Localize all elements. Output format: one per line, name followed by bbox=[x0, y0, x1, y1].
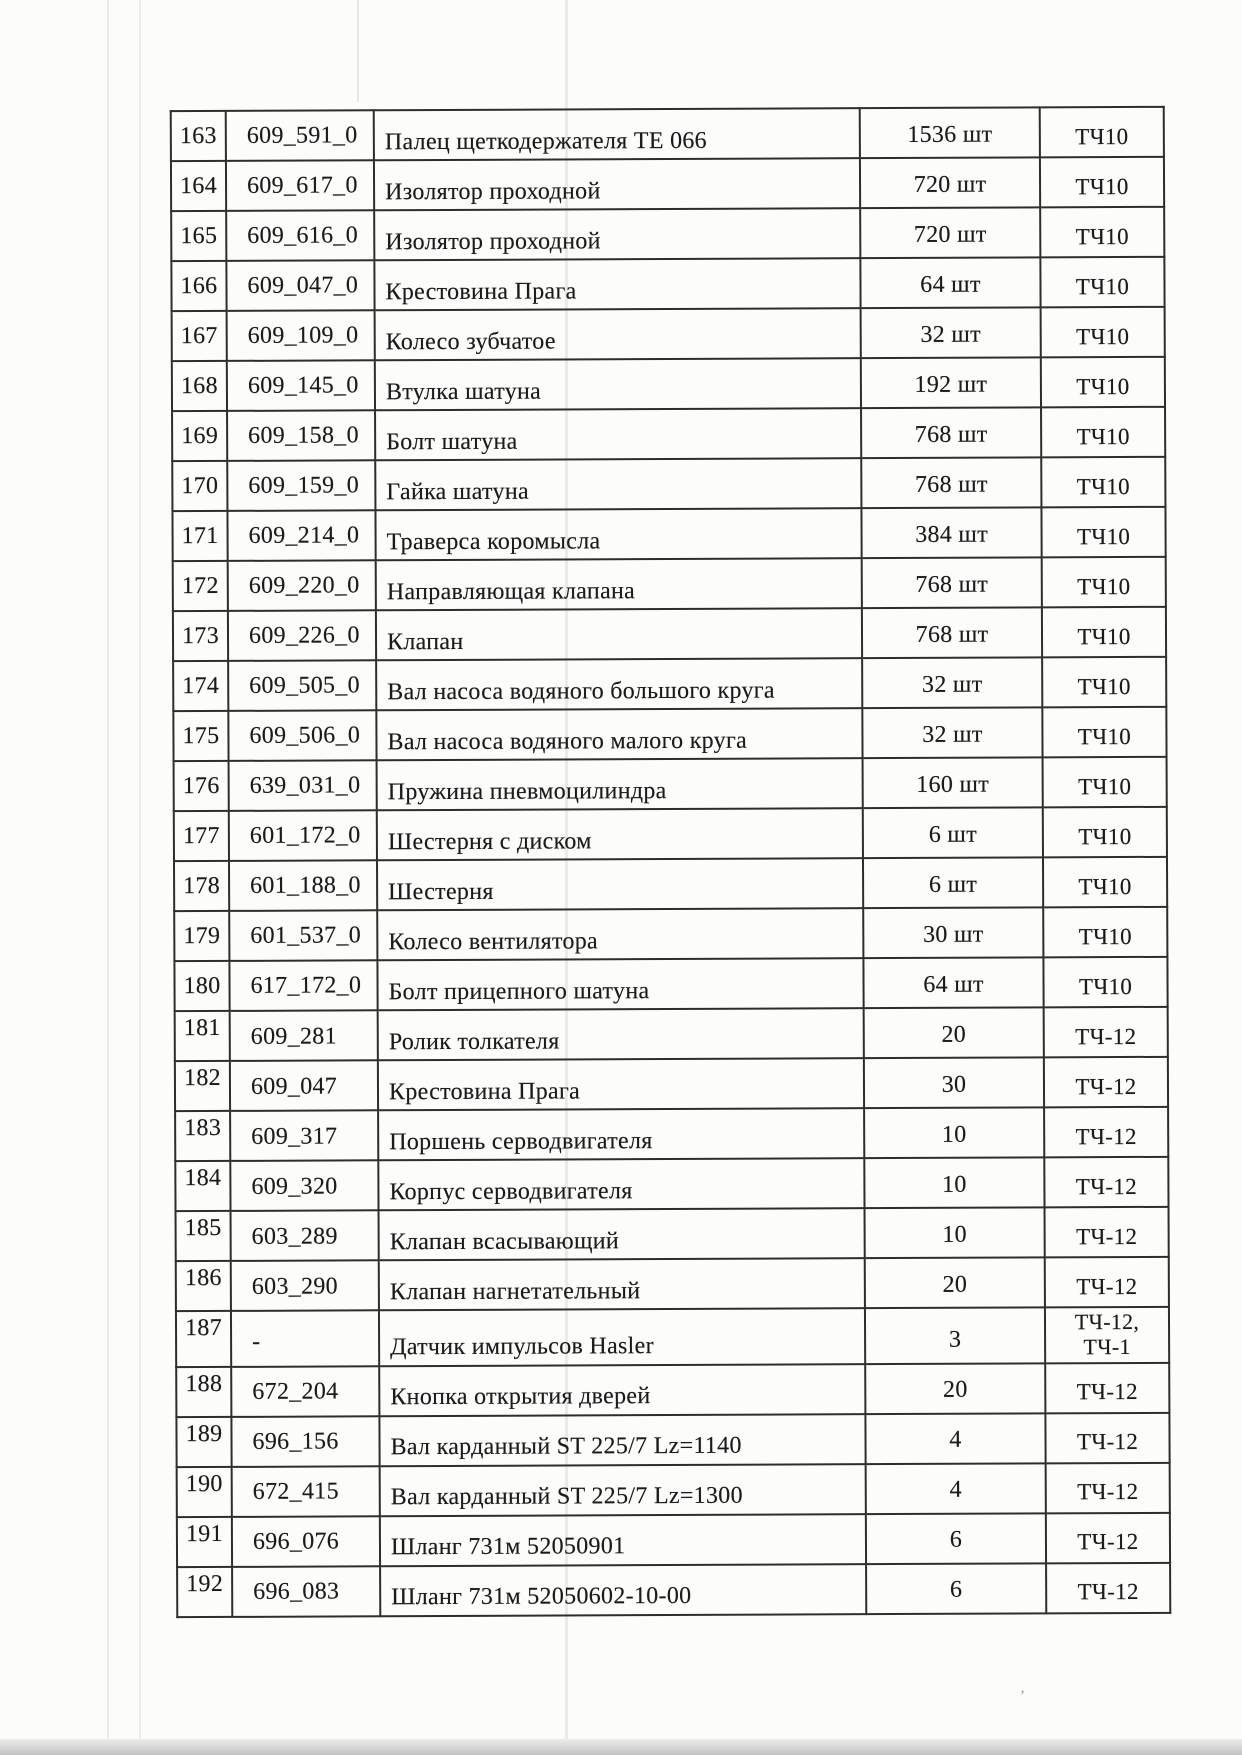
part-name-cell: Клапан всасывающий bbox=[379, 1208, 865, 1260]
table-row bbox=[174, 857, 1167, 911]
depot-cell: ТЧ10 bbox=[1042, 707, 1166, 758]
row-number-cell: 176 bbox=[174, 761, 229, 811]
row-number-cell: 187 bbox=[176, 1311, 231, 1367]
part-code-cell: 639_031_0 bbox=[229, 760, 377, 811]
part-name-cell: Шестерня с диском bbox=[377, 808, 863, 860]
quantity-cell: 384 шт bbox=[861, 507, 1041, 558]
row-number-cell: 173 bbox=[173, 611, 228, 661]
row-number-cell: 192 bbox=[177, 1567, 232, 1617]
spare-parts-table bbox=[170, 106, 1172, 1618]
part-name-cell: Колесо зубчатое bbox=[375, 308, 861, 360]
row-number-cell: 180 bbox=[174, 961, 229, 1011]
table-row bbox=[177, 1462, 1170, 1516]
part-code-cell: 603_290 bbox=[231, 1260, 379, 1311]
quantity-cell: 20 bbox=[865, 1363, 1045, 1414]
quantity-cell: 768 шт bbox=[861, 407, 1041, 458]
quantity-cell: 720 шт bbox=[860, 157, 1040, 208]
row-number-cell: 186 bbox=[176, 1261, 231, 1311]
part-code-cell: 609_220_0 bbox=[228, 560, 376, 611]
depot-cell: ТЧ10 bbox=[1041, 407, 1165, 458]
row-number-cell: 188 bbox=[176, 1367, 231, 1417]
row-number-cell: 165 bbox=[171, 211, 226, 261]
part-code-cell: 672_204 bbox=[231, 1366, 379, 1417]
part-name-cell: Клапан bbox=[376, 608, 862, 660]
part-code-cell: 609_047 bbox=[230, 1060, 378, 1111]
part-name-cell: Вал насоса водяного большого круга bbox=[376, 658, 862, 710]
depot-cell: ТЧ-12 bbox=[1046, 1562, 1170, 1613]
quantity-cell: 3 bbox=[865, 1307, 1045, 1363]
part-code-cell: 609_109_0 bbox=[227, 310, 375, 361]
depot-cell: ТЧ10 bbox=[1043, 807, 1167, 858]
part-code-cell: 601_188_0 bbox=[229, 860, 377, 911]
table-row bbox=[172, 357, 1165, 411]
row-number-cell: 164 bbox=[171, 161, 226, 211]
depot-cell: ТЧ10 bbox=[1043, 757, 1167, 808]
quantity-cell: 4 bbox=[865, 1413, 1045, 1464]
quantity-cell: 10 bbox=[864, 1107, 1044, 1158]
row-number-cell: 171 bbox=[172, 511, 227, 561]
quantity-cell: 10 bbox=[865, 1207, 1045, 1258]
row-number-cell: 183 bbox=[175, 1111, 230, 1161]
quantity-cell: 160 шт bbox=[863, 757, 1043, 808]
part-code-cell: 672_415 bbox=[232, 1466, 380, 1517]
table-row bbox=[177, 1512, 1170, 1566]
quantity-cell: 30 шт bbox=[863, 907, 1043, 958]
quantity-cell: 6 шт bbox=[863, 807, 1043, 858]
table-row bbox=[175, 1057, 1168, 1111]
row-number-cell: 163 bbox=[171, 111, 226, 161]
part-name-cell: Пружина пневмоцилиндра bbox=[377, 758, 863, 810]
scan-artifact-line bbox=[357, 0, 359, 102]
depot-cell: ТЧ10 bbox=[1040, 157, 1164, 208]
depot-cell: ТЧ10 bbox=[1043, 957, 1167, 1008]
part-name-cell: Крестовина Прага bbox=[378, 1058, 864, 1110]
part-name-cell: Траверса коромысла bbox=[375, 508, 861, 560]
quantity-cell: 768 шт bbox=[862, 607, 1042, 658]
part-code-cell: 609_317 bbox=[230, 1110, 378, 1161]
quantity-cell: 6 bbox=[866, 1563, 1046, 1614]
depot-cell: ТЧ-12 bbox=[1046, 1512, 1170, 1563]
table-row bbox=[176, 1307, 1169, 1367]
depot-cell: ТЧ10 bbox=[1041, 457, 1165, 508]
depot-cell: ТЧ10 bbox=[1040, 107, 1164, 158]
table-row bbox=[171, 107, 1164, 161]
table-row bbox=[171, 257, 1164, 311]
row-number-cell: 168 bbox=[172, 361, 227, 411]
part-name-cell: Болт прицепного шатуна bbox=[377, 958, 863, 1010]
table-row bbox=[176, 1412, 1169, 1466]
part-name-cell: Шланг 731м 52050901 bbox=[380, 1514, 866, 1566]
depot-cell: ТЧ10 bbox=[1041, 357, 1165, 408]
part-code-cell: 609_591_0 bbox=[226, 110, 374, 161]
quantity-cell: 10 bbox=[864, 1157, 1044, 1208]
part-code-cell: 609_214_0 bbox=[227, 510, 375, 561]
table-row bbox=[174, 757, 1167, 811]
depot-cell: ТЧ-12 bbox=[1044, 1057, 1168, 1108]
part-code-cell: 609_320 bbox=[230, 1160, 378, 1211]
depot-cell: ТЧ10 bbox=[1040, 207, 1164, 258]
quantity-cell: 32 шт bbox=[861, 307, 1041, 358]
part-code-cell: 601_172_0 bbox=[229, 810, 377, 861]
row-number-cell: 167 bbox=[172, 311, 227, 361]
part-name-cell: Крестовина Прага bbox=[374, 258, 860, 310]
part-name-cell: Корпус серводвигателя bbox=[378, 1158, 864, 1210]
part-code-cell: 696_156 bbox=[231, 1416, 379, 1467]
part-code-cell: 609_158_0 bbox=[227, 410, 375, 461]
depot-cell: ТЧ10 bbox=[1042, 607, 1166, 658]
part-name-cell: Изолятор проходной bbox=[374, 158, 860, 210]
part-code-cell: 603_289 bbox=[231, 1210, 379, 1261]
part-name-cell: Направляющая клапана bbox=[376, 558, 862, 610]
quantity-cell: 32 шт bbox=[862, 707, 1042, 758]
part-name-cell: Колесо вентилятора bbox=[377, 908, 863, 960]
table-row bbox=[171, 207, 1164, 261]
depot-cell: ТЧ-12, ТЧ-1 bbox=[1045, 1307, 1169, 1363]
table-row bbox=[172, 307, 1165, 361]
depot-cell: ТЧ10 bbox=[1043, 857, 1167, 908]
table-row bbox=[171, 157, 1164, 211]
quantity-cell: 768 шт bbox=[862, 557, 1042, 608]
depot-cell: ТЧ-12 bbox=[1045, 1412, 1169, 1463]
row-number-cell: 184 bbox=[175, 1161, 230, 1211]
table-row bbox=[174, 957, 1167, 1011]
part-name-cell: Палец щеткодержателя ТЕ 066 bbox=[374, 108, 860, 160]
table-row bbox=[172, 507, 1165, 561]
row-number-cell: 166 bbox=[171, 261, 226, 311]
part-code-cell: - bbox=[231, 1310, 379, 1366]
table-row bbox=[173, 707, 1166, 761]
depot-cell: ТЧ-12 bbox=[1045, 1362, 1169, 1413]
row-number-cell: 177 bbox=[174, 811, 229, 861]
depot-cell: ТЧ10 bbox=[1040, 257, 1164, 308]
depot-cell: ТЧ10 bbox=[1043, 907, 1167, 958]
part-name-cell: Датчик импульсов Hasler bbox=[379, 1308, 865, 1366]
row-number-cell: 179 bbox=[174, 911, 229, 961]
part-name-cell: Поршень серводвигателя bbox=[378, 1108, 864, 1160]
part-name-cell: Шестерня bbox=[377, 858, 863, 910]
row-number-cell: 178 bbox=[174, 861, 229, 911]
quantity-cell: 20 bbox=[864, 1007, 1044, 1058]
parts-table-body bbox=[171, 107, 1171, 1617]
depot-cell: ТЧ10 bbox=[1042, 557, 1166, 608]
part-code-cell: 617_172_0 bbox=[229, 960, 377, 1011]
scan-artifact-line bbox=[139, 0, 141, 1755]
depot-cell: ТЧ10 bbox=[1041, 507, 1165, 558]
part-name-cell: Клапан нагнетательный bbox=[379, 1258, 865, 1310]
quantity-cell: 64 шт bbox=[863, 957, 1043, 1008]
part-code-cell: 609_505_0 bbox=[228, 660, 376, 711]
quantity-cell: 6 шт bbox=[863, 857, 1043, 908]
part-code-cell: 609_616_0 bbox=[226, 210, 374, 261]
row-number-cell: 170 bbox=[172, 461, 227, 511]
table-row bbox=[173, 557, 1166, 611]
table-row bbox=[174, 907, 1167, 961]
part-code-cell: 696_083 bbox=[232, 1566, 380, 1617]
part-code-cell: 601_537_0 bbox=[229, 910, 377, 961]
part-name-cell: Шланг 731м 52050602-10-00 bbox=[380, 1564, 866, 1616]
row-number-cell: 189 bbox=[176, 1417, 231, 1467]
part-code-cell: 609_281 bbox=[230, 1010, 378, 1061]
part-code-cell: 609_617_0 bbox=[226, 160, 374, 211]
row-number-cell: 181 bbox=[175, 1011, 230, 1061]
row-number-cell: 185 bbox=[176, 1211, 231, 1261]
part-code-cell: 609_145_0 bbox=[227, 360, 375, 411]
row-number-cell: 190 bbox=[177, 1467, 232, 1517]
part-name-cell: Кнопка открытия дверей bbox=[379, 1364, 865, 1416]
table-row bbox=[176, 1257, 1169, 1311]
scan-speck: ’ bbox=[1020, 1688, 1025, 1704]
part-name-cell: Ролик толкателя bbox=[378, 1008, 864, 1060]
part-code-cell: 609_226_0 bbox=[228, 610, 376, 661]
depot-cell: ТЧ-12 bbox=[1045, 1257, 1169, 1308]
table-row bbox=[173, 607, 1166, 661]
row-number-cell: 169 bbox=[172, 411, 227, 461]
scan-edge-shadow bbox=[0, 1739, 1242, 1755]
row-number-cell: 175 bbox=[173, 711, 228, 761]
table-row bbox=[177, 1562, 1170, 1616]
depot-cell: ТЧ-12 bbox=[1044, 1107, 1168, 1158]
part-name-cell: Гайка шатуна bbox=[375, 458, 861, 510]
quantity-cell: 6 bbox=[866, 1513, 1046, 1564]
depot-cell: ТЧ-12 bbox=[1045, 1207, 1169, 1258]
quantity-cell: 64 шт bbox=[860, 257, 1040, 308]
table-row bbox=[172, 407, 1165, 461]
quantity-cell: 192 шт bbox=[861, 357, 1041, 408]
part-name-cell: Болт шатуна bbox=[375, 408, 861, 460]
scan-artifact-line bbox=[107, 0, 109, 1755]
row-number-cell: 182 bbox=[175, 1061, 230, 1111]
part-name-cell: Втулка шатуна bbox=[375, 358, 861, 410]
part-code-cell: 696_076 bbox=[232, 1516, 380, 1567]
part-code-cell: 609_159_0 bbox=[227, 460, 375, 511]
row-number-cell: 174 bbox=[173, 661, 228, 711]
table-row bbox=[174, 807, 1167, 861]
table-row bbox=[175, 1007, 1168, 1061]
table-row bbox=[176, 1207, 1169, 1261]
quantity-cell: 30 bbox=[864, 1057, 1044, 1108]
quantity-cell: 768 шт bbox=[861, 457, 1041, 508]
table-row bbox=[176, 1362, 1169, 1416]
depot-cell: ТЧ-12 bbox=[1046, 1462, 1170, 1513]
table-row bbox=[172, 457, 1165, 511]
table-row bbox=[175, 1157, 1168, 1211]
part-code-cell: 609_047_0 bbox=[226, 260, 374, 311]
quantity-cell: 720 шт bbox=[860, 207, 1040, 258]
row-number-cell: 191 bbox=[177, 1517, 232, 1567]
quantity-cell: 4 bbox=[866, 1463, 1046, 1514]
table-row bbox=[173, 657, 1166, 711]
quantity-cell: 32 шт bbox=[862, 657, 1042, 708]
depot-cell: ТЧ10 bbox=[1042, 657, 1166, 708]
depot-cell: ТЧ10 bbox=[1041, 307, 1165, 358]
table-row bbox=[175, 1107, 1168, 1161]
depot-cell: ТЧ-12 bbox=[1044, 1007, 1168, 1058]
part-code-cell: 609_506_0 bbox=[228, 710, 376, 761]
part-name-cell: Вал насоса водяного малого круга bbox=[376, 708, 862, 760]
part-name-cell: Изолятор проходной bbox=[374, 208, 860, 260]
part-name-cell: Вал карданный ST 225/7 Lz=1140 bbox=[379, 1414, 865, 1466]
quantity-cell: 20 bbox=[865, 1257, 1045, 1308]
quantity-cell: 1536 шт bbox=[860, 107, 1040, 158]
depot-cell: ТЧ-12 bbox=[1044, 1157, 1168, 1208]
part-name-cell: Вал карданный ST 225/7 Lz=1300 bbox=[380, 1464, 866, 1516]
row-number-cell: 172 bbox=[173, 561, 228, 611]
